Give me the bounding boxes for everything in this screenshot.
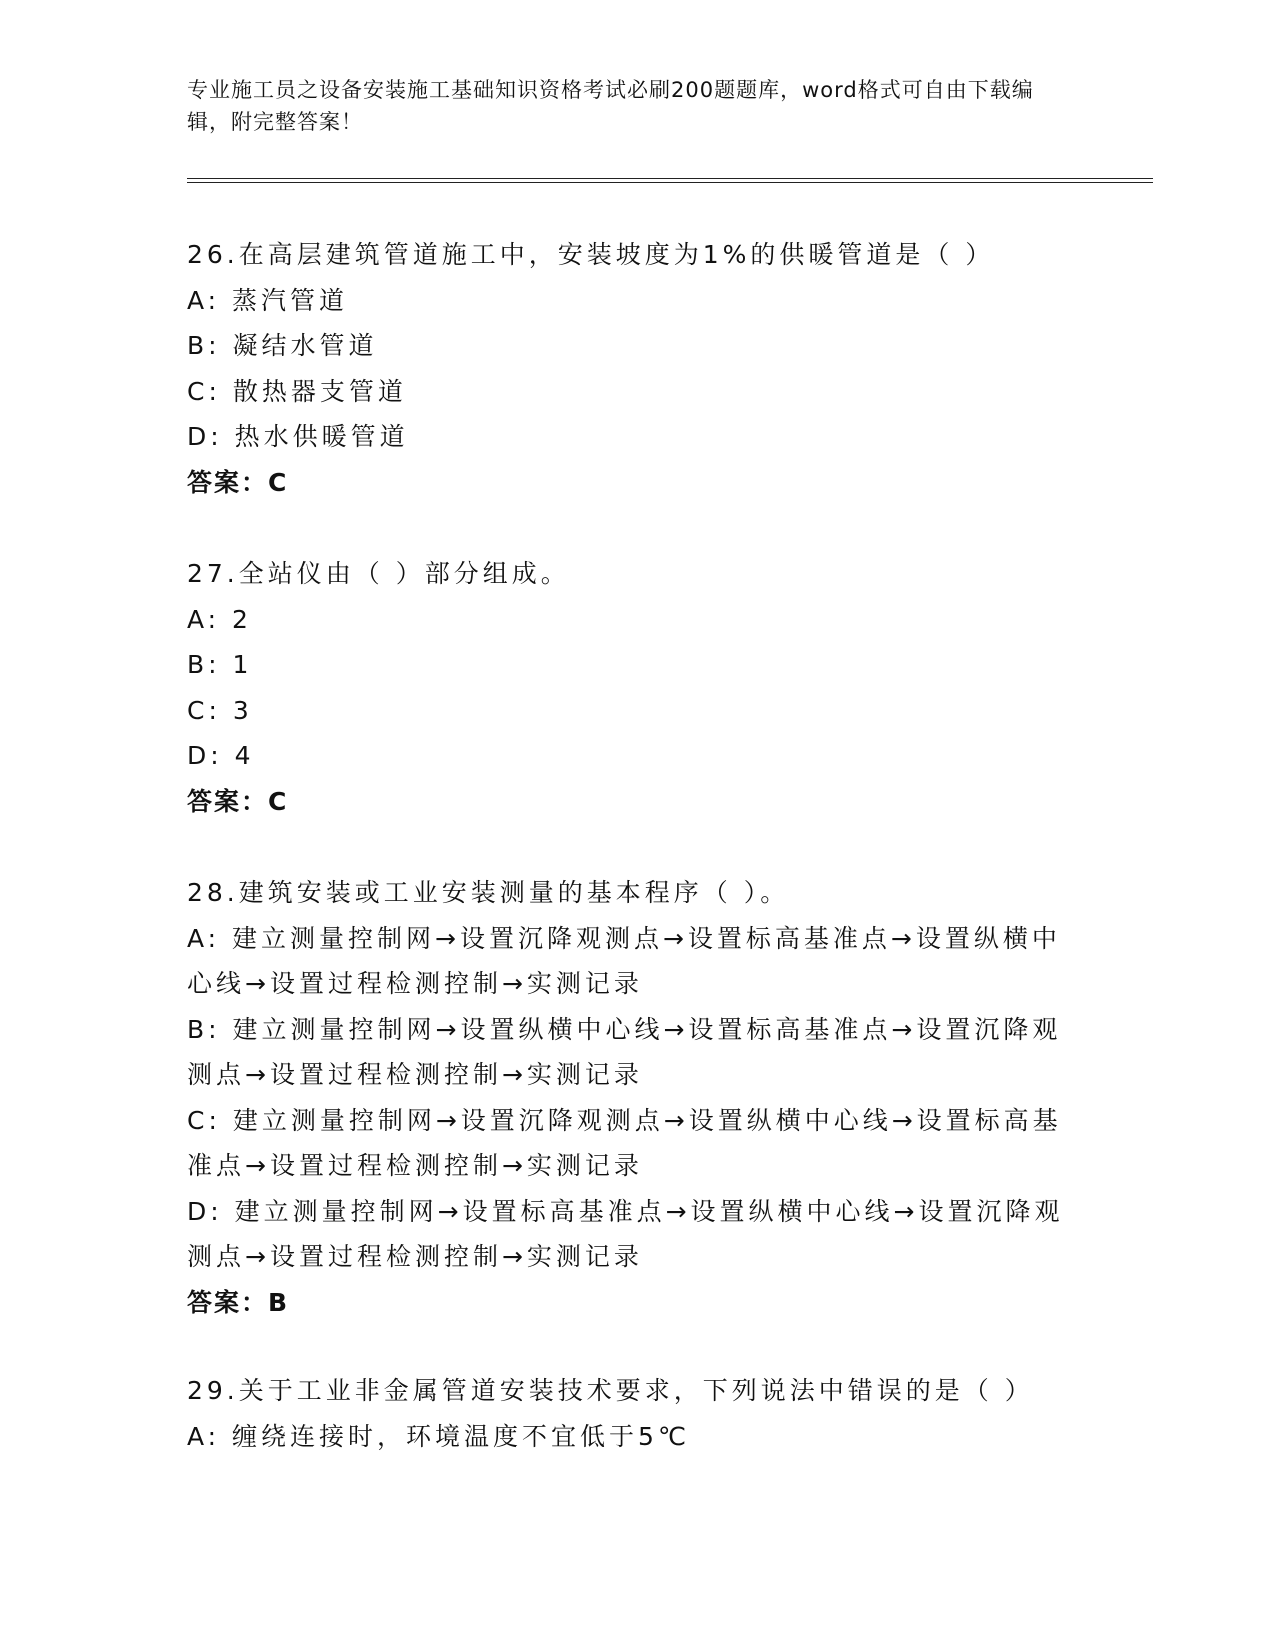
option-c: C: 散热器支管道 (187, 376, 407, 406)
document-header: 专业施工员之设备安装施工基础知识资格考试必刷200题题库，word格式可自由下载编辑，附完整答案！ (187, 78, 1034, 134)
option-a: A: 缠绕连接时，环境温度不宜低于5℃ (187, 1421, 691, 1451)
answer: 答案：B (187, 1287, 290, 1317)
option-b: B: 建立测量控制网→设置纵横中心线→设置标高基准点→设置沉降观测点→设置过程检测控制→实测记录 (187, 1014, 1062, 1089)
option-c: C: 3 (187, 695, 253, 725)
option-b: B: 1 (187, 650, 253, 679)
option-a: A: 2 (187, 604, 252, 634)
question-27 (187, 551, 1087, 824)
question-stem: 29.关于工业非金属管道安装技术要求，下列说法中错误的是（ ） (187, 1376, 1034, 1405)
option-a: A: 蒸汽管道 (187, 285, 349, 315)
option-a: A: 建立测量控制网→设置沉降观测点→设置标高基准点→设置纵横中心线→设置过程检测控制→实测记录 (187, 923, 1061, 998)
answer: 答案：C (187, 467, 289, 497)
question-28 (187, 870, 1087, 1325)
option-d: D: 4 (187, 741, 255, 770)
option-d: D: 热水供暖管道 (187, 422, 409, 451)
question-29 (187, 1368, 1087, 1459)
question-26 (187, 232, 1087, 505)
answer: 答案：C (187, 786, 289, 816)
header-divider (187, 178, 1153, 183)
question-stem: 27.全站仪由（ ）部分组成。 (187, 559, 570, 588)
question-stem: 28.建筑安装或工业安装测量的基本程序（ ）。 (187, 878, 790, 907)
option-d: D: 建立测量控制网→设置标高基准点→设置纵横中心线→设置沉降观测点→设置过程检测控制→实测记录 (187, 1196, 1064, 1271)
option-b: B: 凝结水管道 (187, 331, 378, 360)
option-c: C: 建立测量控制网→设置沉降观测点→设置纵横中心线→设置标高基准点→设置过程检测控制→实测记录 (187, 1105, 1062, 1180)
question-stem: 26.在高层建筑管道施工中，安装坡度为1%的供暖管道是（ ） (187, 240, 995, 269)
